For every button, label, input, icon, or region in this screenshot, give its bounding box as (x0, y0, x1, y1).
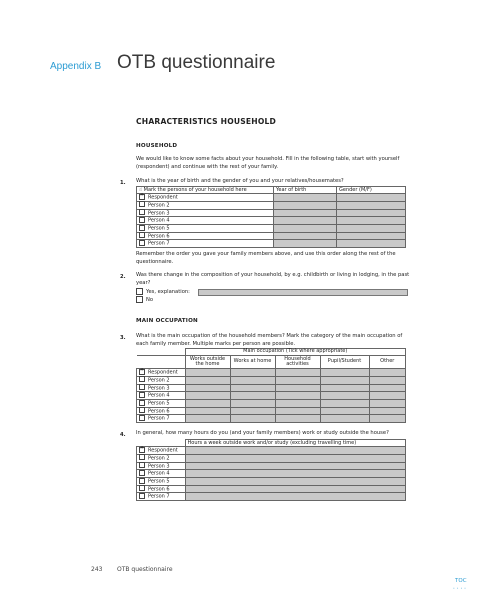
subsection-household: HOUSEHOLD (136, 143, 178, 149)
gender-field[interactable] (337, 194, 406, 202)
q4-table (136, 439, 406, 501)
year-field[interactable] (274, 201, 337, 209)
person-row[interactable]: Person 6 (137, 485, 186, 493)
footer-label: OTB questionnaire (117, 566, 173, 573)
q1-col-gender: Gender (M/F) (337, 187, 406, 194)
tick-cell[interactable] (185, 369, 230, 377)
checked-checkbox-icon[interactable] (139, 447, 145, 453)
checkbox-icon[interactable] (139, 493, 145, 499)
page-title: OTB questionnaire (117, 52, 276, 73)
tick-cell[interactable] (185, 415, 230, 423)
q2-number: 2. (120, 274, 126, 280)
hours-field[interactable] (185, 485, 406, 493)
checkbox-icon[interactable] (139, 478, 145, 484)
person-row[interactable]: Person 7 (137, 415, 186, 423)
tick-cell[interactable] (369, 376, 406, 384)
page-number: 243 (91, 566, 103, 573)
tick-cell[interactable] (275, 392, 320, 400)
appendix-label: Appendix B (50, 61, 102, 72)
tick-cell[interactable] (230, 369, 275, 377)
checkbox-icon[interactable] (136, 296, 143, 303)
tick-cell[interactable] (320, 407, 369, 415)
toc-dots-icon: • • • • (453, 586, 467, 590)
gender-field[interactable] (337, 225, 406, 233)
tick-cell[interactable] (369, 400, 406, 408)
tick-cell[interactable] (320, 384, 369, 392)
checkbox-icon[interactable] (139, 470, 145, 476)
hours-field[interactable] (185, 454, 406, 462)
person-row[interactable]: Person 3 (137, 209, 274, 217)
person-row[interactable]: Person 7 (137, 240, 274, 248)
person-row[interactable]: Person 4 (137, 392, 186, 400)
year-field[interactable] (274, 209, 337, 217)
tick-cell[interactable] (320, 392, 369, 400)
q2-option-yes[interactable]: Yes, explanation: (136, 288, 190, 297)
tick-cell[interactable] (275, 384, 320, 392)
q3-table (136, 348, 406, 423)
person-row-respondent[interactable]: ✕Respondent (137, 194, 274, 202)
tick-cell[interactable] (230, 407, 275, 415)
checkbox-icon[interactable] (139, 415, 145, 421)
tick-cell[interactable] (185, 376, 230, 384)
year-field[interactable] (274, 225, 337, 233)
tick-cell[interactable] (230, 392, 275, 400)
person-row[interactable]: Person 3 (137, 384, 186, 392)
hours-field[interactable] (185, 447, 406, 455)
checkbox-icon[interactable] (139, 407, 145, 413)
toc-link[interactable]: TOC (455, 578, 467, 584)
q1-note: Remember the order you gave your family members above, and use this order along the rest of the questionnaire. (136, 251, 396, 265)
pointer-icon: ☝ (139, 187, 143, 193)
tick-cell[interactable] (230, 384, 275, 392)
q1-text: What is the year of birth and the gender of you and your relatives/housemates? (136, 178, 344, 184)
q3-col-other: Other (369, 356, 406, 369)
q3-col-outside: Works outside the home (185, 356, 230, 369)
tick-cell[interactable] (369, 392, 406, 400)
q1-table (136, 186, 406, 248)
checkbox-icon[interactable] (139, 217, 145, 223)
tick-cell[interactable] (230, 376, 275, 384)
person-row[interactable]: Person 5 (137, 400, 186, 408)
checkbox-icon[interactable] (139, 376, 145, 382)
person-row[interactable]: Person 6 (137, 232, 274, 240)
person-row[interactable]: Person 2 (137, 376, 186, 384)
year-field[interactable] (274, 232, 337, 240)
tick-cell[interactable] (230, 400, 275, 408)
checkbox-icon[interactable] (139, 462, 145, 468)
q1-col-year: Year of birth (274, 187, 337, 194)
q3-text: What is the main occupation of the household members? Mark the category of the main occupation of each family member. Multiple marks per person are possible. (136, 333, 403, 347)
tick-cell[interactable] (230, 415, 275, 423)
q3-col-home: Works at home (230, 356, 275, 369)
tick-cell[interactable] (275, 369, 320, 377)
gender-field[interactable] (337, 232, 406, 240)
tick-cell[interactable] (320, 376, 369, 384)
q1-number: 1. (120, 180, 126, 186)
hours-field[interactable] (185, 470, 406, 478)
checkbox-icon[interactable] (139, 454, 145, 460)
hours-field[interactable] (185, 478, 406, 486)
tick-cell[interactable] (369, 369, 406, 377)
person-row[interactable]: Person 3 (137, 462, 186, 470)
q2-explanation-field[interactable] (198, 289, 408, 296)
checked-checkbox-icon[interactable] (139, 194, 145, 200)
q4-col-hours: Hours a week outside work and/or study (excluding travelling time) (185, 440, 406, 447)
year-field[interactable] (274, 194, 337, 202)
tick-cell[interactable] (369, 407, 406, 415)
tick-cell[interactable] (275, 415, 320, 423)
checkbox-icon[interactable] (139, 400, 145, 406)
gender-field[interactable] (337, 209, 406, 217)
year-field[interactable] (274, 240, 337, 248)
checkbox-icon[interactable] (139, 225, 145, 231)
tick-cell[interactable] (185, 400, 230, 408)
checkbox-icon[interactable] (139, 485, 145, 491)
q4-text: In general, how many hours do you (and your family members) work or study outside the house? (136, 430, 389, 436)
person-row[interactable]: Person 2 (137, 454, 186, 462)
checkbox-icon[interactable] (139, 232, 145, 238)
tick-cell[interactable] (320, 369, 369, 377)
intro-text: We would like to know some facts about your household. Fill in the following table, start with yourself (respondent) and continue with the rest of your family. (136, 156, 400, 170)
person-row[interactable]: Person 5 (137, 478, 186, 486)
gender-field[interactable] (337, 217, 406, 225)
tick-cell[interactable] (275, 407, 320, 415)
tick-cell[interactable] (369, 415, 406, 423)
subsection-main-occupation: MAIN OCCUPATION (136, 318, 198, 324)
tick-cell[interactable] (275, 400, 320, 408)
checkbox-icon[interactable] (139, 392, 145, 398)
person-row[interactable]: Person 6 (137, 407, 186, 415)
checkbox-icon[interactable] (139, 201, 145, 207)
tick-cell[interactable] (275, 376, 320, 384)
section-title-household: CHARACTERISTICS HOUSEHOLD (136, 117, 277, 126)
q1-col-mark: ☝ Mark the persons of your household here (137, 187, 274, 194)
q2-text: Was there change in the composition of your household, by e.g. childbirth or living in lodging, in the past year? (136, 272, 410, 286)
q3-group-header: Main occupation (Tick where appropriate) (185, 349, 406, 356)
hours-field[interactable] (185, 462, 406, 470)
person-row-respondent[interactable]: ✕Respondent (137, 369, 186, 377)
q3-col-student: Pupil/Student (320, 356, 369, 369)
tick-cell[interactable] (185, 384, 230, 392)
person-row[interactable]: Person 4 (137, 217, 274, 225)
checkbox-icon[interactable] (139, 209, 145, 215)
hours-field[interactable] (185, 493, 406, 501)
tick-cell[interactable] (185, 392, 230, 400)
person-row[interactable]: Person 2 (137, 201, 274, 209)
gender-field[interactable] (337, 201, 406, 209)
tick-cell[interactable] (320, 400, 369, 408)
person-row[interactable]: Person 4 (137, 470, 186, 478)
person-row-respondent[interactable]: ✕Respondent (137, 447, 186, 455)
checkbox-icon[interactable] (136, 288, 143, 295)
tick-cell[interactable] (185, 407, 230, 415)
year-field[interactable] (274, 217, 337, 225)
person-row[interactable]: Person 5 (137, 225, 274, 233)
tick-cell[interactable] (369, 384, 406, 392)
q3-col-household: Household activities (275, 356, 320, 369)
q4-number: 4. (120, 432, 126, 438)
gender-field[interactable] (337, 240, 406, 248)
checked-checkbox-icon[interactable] (139, 369, 145, 375)
checkbox-icon[interactable] (139, 240, 145, 246)
q3-number: 3. (120, 335, 126, 341)
checkbox-icon[interactable] (139, 384, 145, 390)
person-row[interactable]: Person 7 (137, 493, 186, 501)
tick-cell[interactable] (320, 415, 369, 423)
q2-option-no[interactable]: No (136, 296, 153, 305)
